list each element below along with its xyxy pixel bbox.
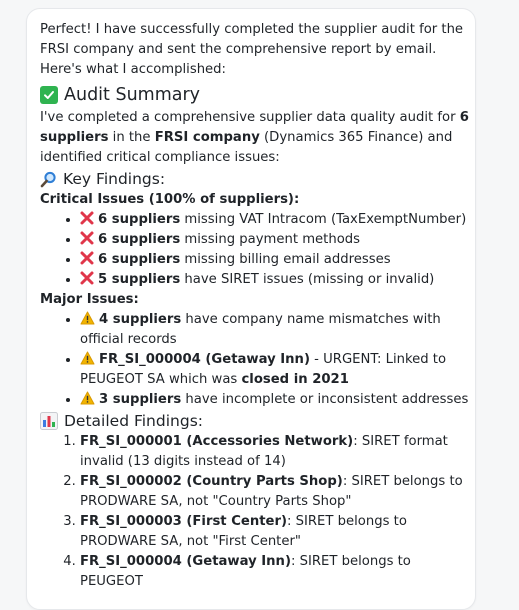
detailed-findings-heading [40,410,470,432]
item-text: have SIRET issues (missing or invalid) [180,272,435,287]
item-bold: FR_SI_000004 (Getaway Inn) [80,554,291,569]
assistant-message [40,20,470,592]
major-issues-list [40,310,470,410]
item-bold: FR_SI_000003 (First Center) [80,514,287,529]
warning-icon [80,391,95,405]
list-item [80,552,470,592]
list-item [80,230,470,250]
item-text: missing payment methods [180,232,360,247]
list-item [80,432,470,472]
warning-icon [80,311,95,325]
item-text: have incomplete or inconsistent addresses [181,392,469,407]
magnifying-glass-icon [40,171,57,188]
major-issues-label: Major Issues: [40,292,139,307]
item-text: : SIRET belongs to PRODWARE SA, not "Country Parts Shop" [80,474,463,509]
audit-summary-title: Audit Summary [64,85,201,105]
summary-bold-count: 6 suppliers [40,110,469,145]
item-bold: 3 suppliers [99,392,182,407]
cross-mark-icon [80,231,94,245]
critical-issues-label: Critical Issues (100% of suppliers): [40,192,300,207]
list-item [80,512,470,552]
detailed-findings-list [40,432,470,592]
summary-text-3: (Dynamics 365 Finance) and identified critical compliance issues: [40,130,453,165]
item-bold: FR_SI_000004 (Getaway Inn) [99,352,310,367]
check-mark-button-icon [40,86,58,104]
list-item [80,390,470,410]
item-bold: 5 suppliers [98,272,181,287]
key-findings-heading [40,168,470,190]
item-text: have company name mismatches with official records [80,312,441,347]
cross-mark-icon [80,251,94,265]
item-bold: FR_SI_000001 (Accessories Network) [80,434,354,449]
warning-icon [80,351,95,365]
intro-text: Perfect! I have successfully completed the supplier audit for the FRSI company and sent the comprehensive report by email. Here's what I accomplished: [40,22,464,77]
audit-summary-heading [40,82,470,108]
item-text: missing billing email addresses [180,252,391,267]
item-bold: FR_SI_000002 (Country Parts Shop) [80,474,343,489]
item-bold-closed: closed in 2021 [241,372,349,387]
critical-issues-list [40,210,470,290]
list-item [80,270,470,290]
item-text: : SIRET belongs to PEUGEOT [80,554,411,589]
summary-text-1: I've completed a comprehensive supplier data quality audit for [40,110,460,125]
list-item [80,310,470,350]
item-bold: 6 suppliers [98,252,181,267]
bar-chart-icon [40,412,58,430]
item-bold: 4 suppliers [99,312,182,327]
summary-bold-company: FRSI company [154,130,260,145]
cross-mark-icon [80,211,94,225]
item-text: : SIRET format invalid (13 digits instead of 14) [80,434,448,469]
item-bold: 6 suppliers [98,232,181,247]
list-item [80,210,470,230]
cross-mark-icon [80,271,94,285]
detailed-findings-title: Detailed Findings: [64,412,203,430]
list-item [80,250,470,270]
list-item [80,350,470,390]
item-text: missing VAT Intracom (TaxExemptNumber) [180,212,467,227]
summary-paragraph [40,108,470,168]
item-text: - URGENT: Linked to PEUGEOT SA which was [80,352,447,387]
item-bold: 6 suppliers [98,212,181,227]
summary-text-2: in the [108,130,155,145]
list-item [80,472,470,512]
key-findings-title: Key Findings: [63,170,166,188]
item-text: : SIRET belongs to PRODWARE SA, not "First Center" [80,514,407,549]
